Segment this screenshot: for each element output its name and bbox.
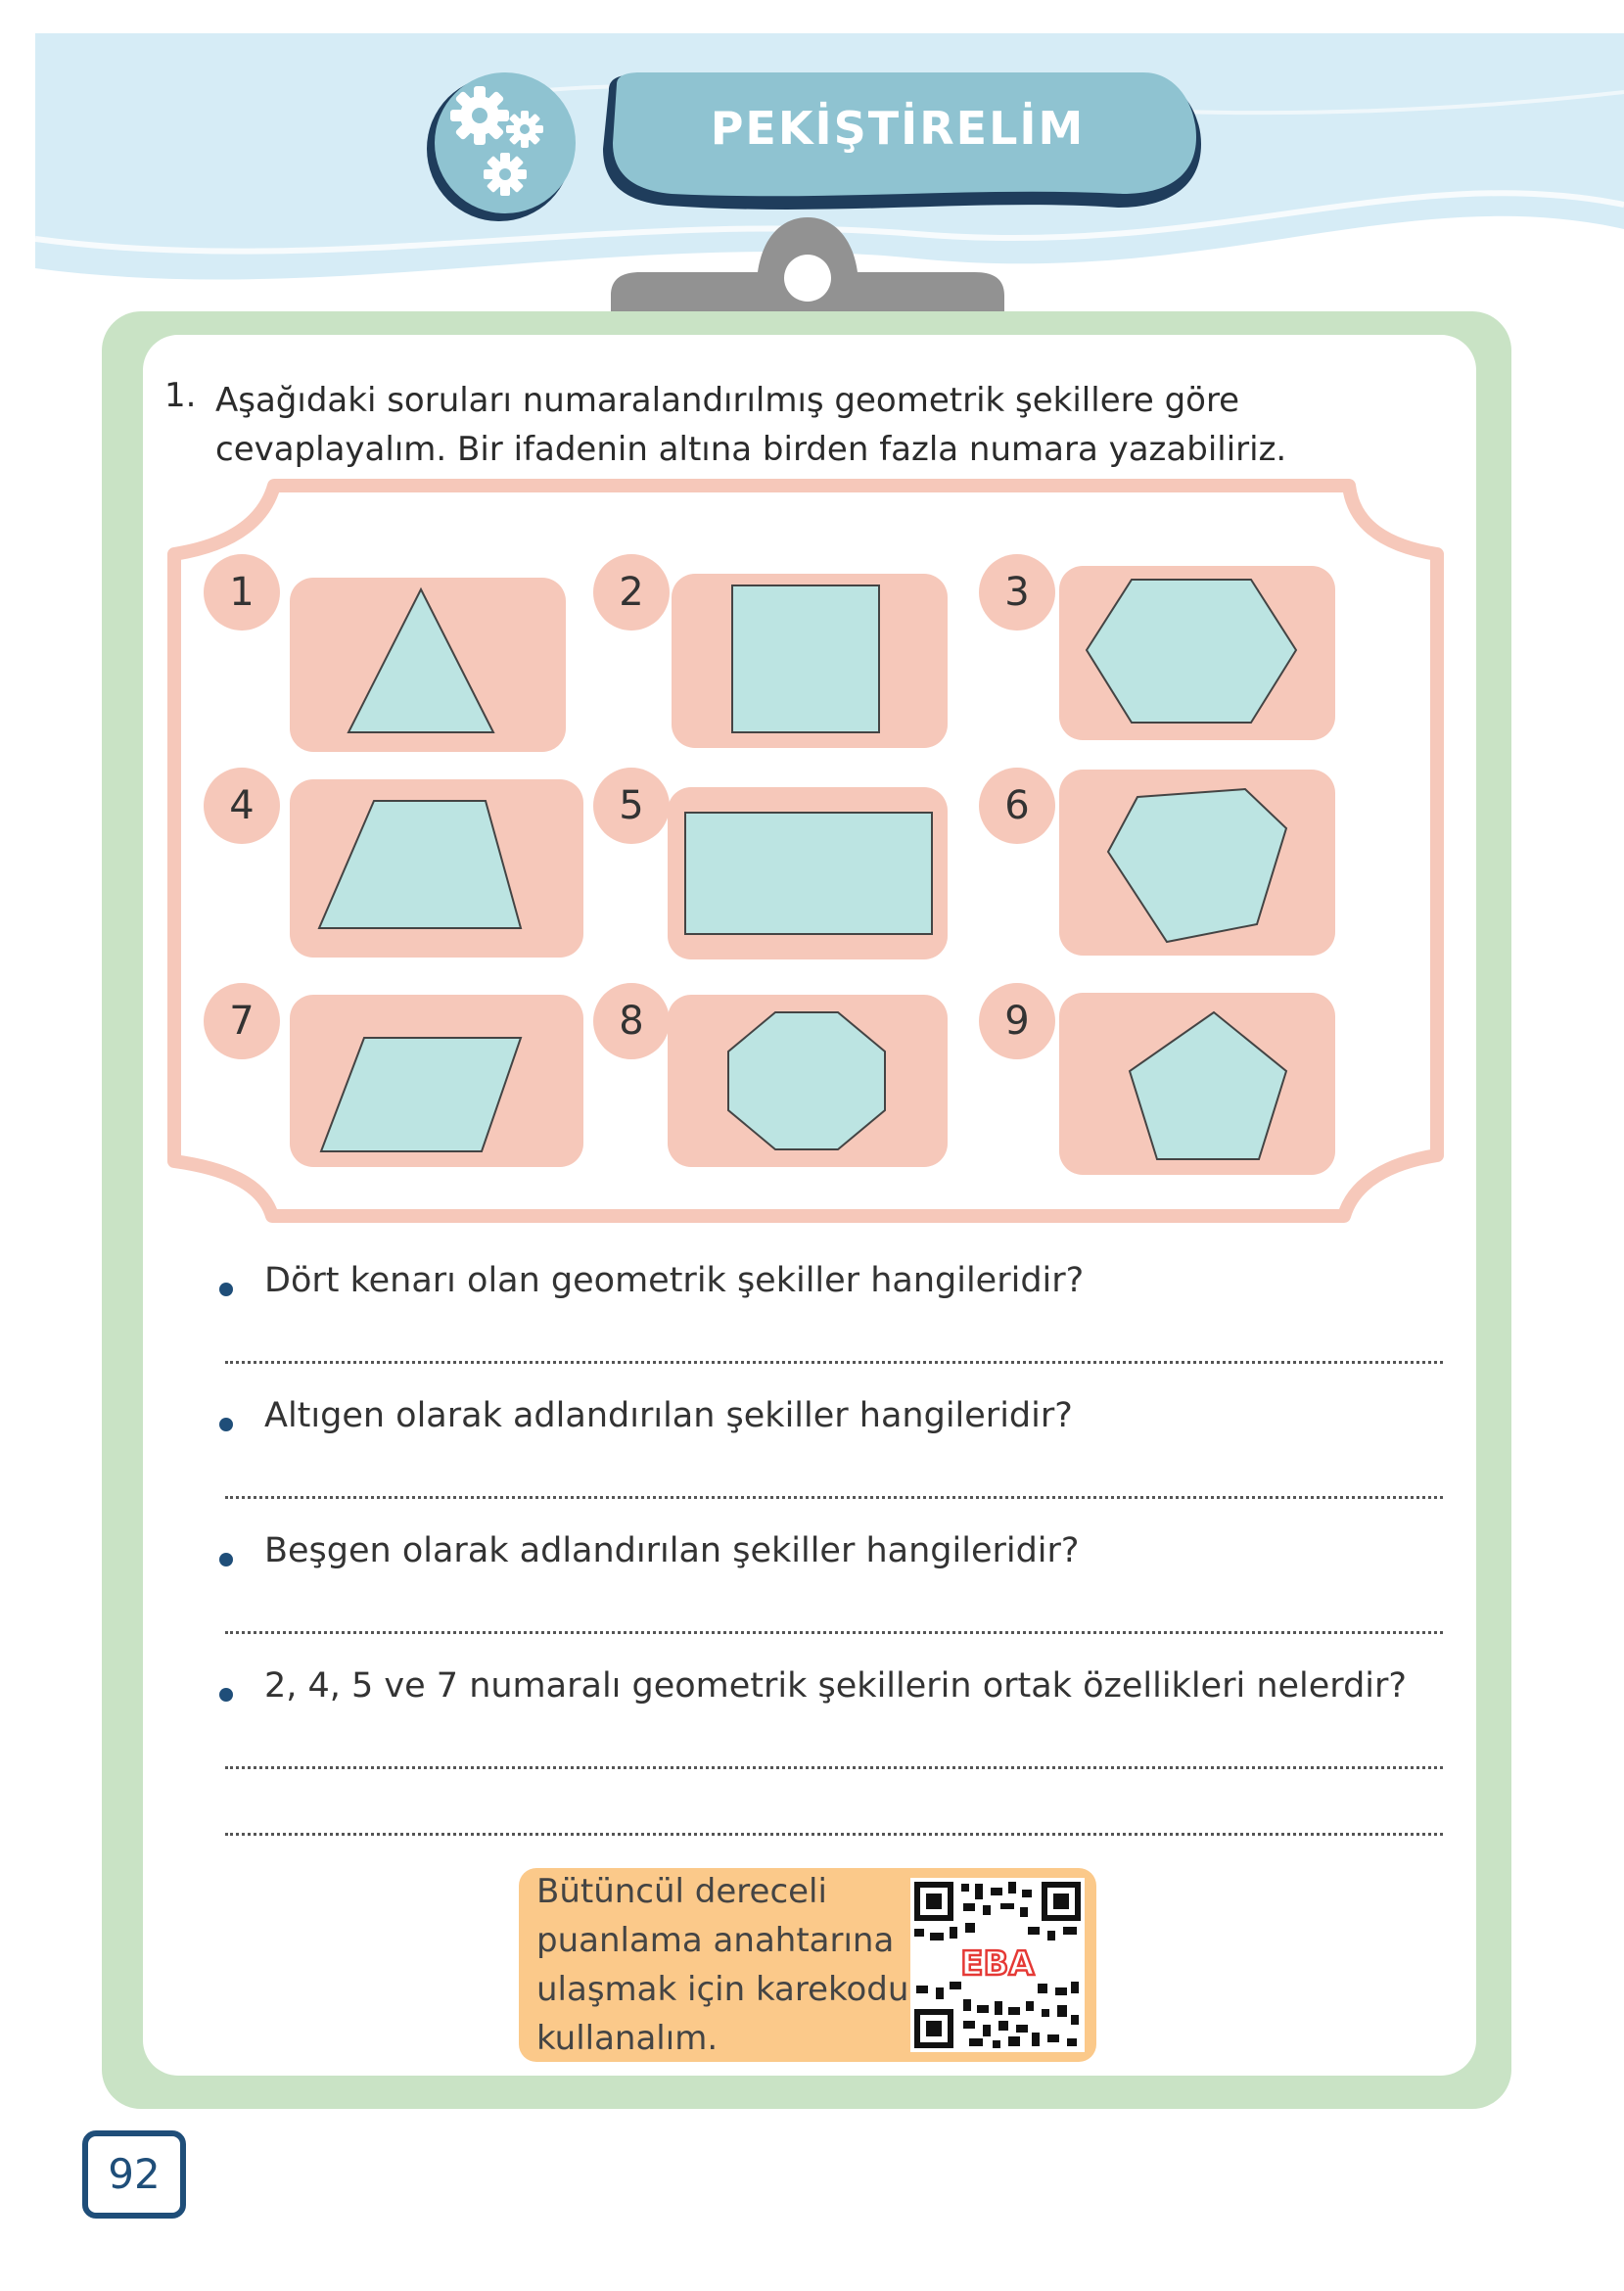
note-line-2: puanlama anahtarına xyxy=(536,1921,895,1960)
answer-line-2[interactable] xyxy=(225,1496,1443,1499)
irregular-pentagon-icon xyxy=(1059,770,1335,956)
shape-number-9: 9 xyxy=(979,983,1055,1059)
note-line-3: ulaşmak için karekodu xyxy=(536,1970,909,2009)
answer-line-4a[interactable] xyxy=(225,1766,1443,1769)
question-item-1: Dört kenarı olan geometrik şekiller hangileridir? xyxy=(264,1261,1085,1300)
parallelogram-icon xyxy=(290,995,583,1167)
shape-number-8: 8 xyxy=(593,983,670,1059)
question-item-3: Beşgen olarak adlandırılan şekiller hangileridir? xyxy=(264,1531,1080,1570)
shape-number-1: 1 xyxy=(204,554,280,631)
bullet-3 xyxy=(219,1553,233,1566)
shape-number-3: 3 xyxy=(979,554,1055,631)
shape-number-2: 2 xyxy=(593,554,670,631)
pentagon-icon xyxy=(1059,993,1335,1175)
page-number: 92 xyxy=(108,2150,161,2198)
shape-number-6: 6 xyxy=(979,768,1055,844)
answer-line-4b[interactable] xyxy=(225,1833,1443,1836)
bullet-4 xyxy=(219,1688,233,1702)
question-text: Aşağıdaki soruları numaralandırılmış geometrik şekillere göre cevaplayalım. Bir ifadenin altına birden fazla numara yazabiliriz. xyxy=(215,381,1287,469)
square-icon xyxy=(672,574,948,748)
question-item-2: Altıgen olarak adlandırılan şekiller hangileridir? xyxy=(264,1396,1073,1435)
page-title: PEKİŞTİRELİM xyxy=(710,102,1086,155)
octagon-icon xyxy=(668,995,948,1167)
qr-code-icon[interactable] xyxy=(910,1878,1085,2052)
note-line-1: Bütüncül dereceli xyxy=(536,1872,827,1911)
triangle-icon xyxy=(290,578,566,752)
hexagon-icon xyxy=(1059,566,1335,740)
shape-number-5: 5 xyxy=(593,768,670,844)
rectangle-icon xyxy=(668,787,948,959)
trapezoid-icon xyxy=(290,779,583,958)
shape-number-4: 4 xyxy=(204,768,280,844)
answer-line-1[interactable] xyxy=(225,1361,1443,1364)
note-line-4: kullanalım. xyxy=(536,2019,719,2058)
bullet-1 xyxy=(219,1283,233,1296)
answer-line-3[interactable] xyxy=(225,1631,1443,1634)
question-item-4: 2, 4, 5 ve 7 numaralı geometrik şekillerin ortak özellikleri nelerdir? xyxy=(264,1666,1407,1706)
shape-number-7: 7 xyxy=(204,983,280,1059)
qr-eba-label: EBA xyxy=(960,1944,1035,1984)
bullet-2 xyxy=(219,1418,233,1431)
gear-icon xyxy=(419,69,576,225)
question-number: 1. xyxy=(164,376,197,415)
